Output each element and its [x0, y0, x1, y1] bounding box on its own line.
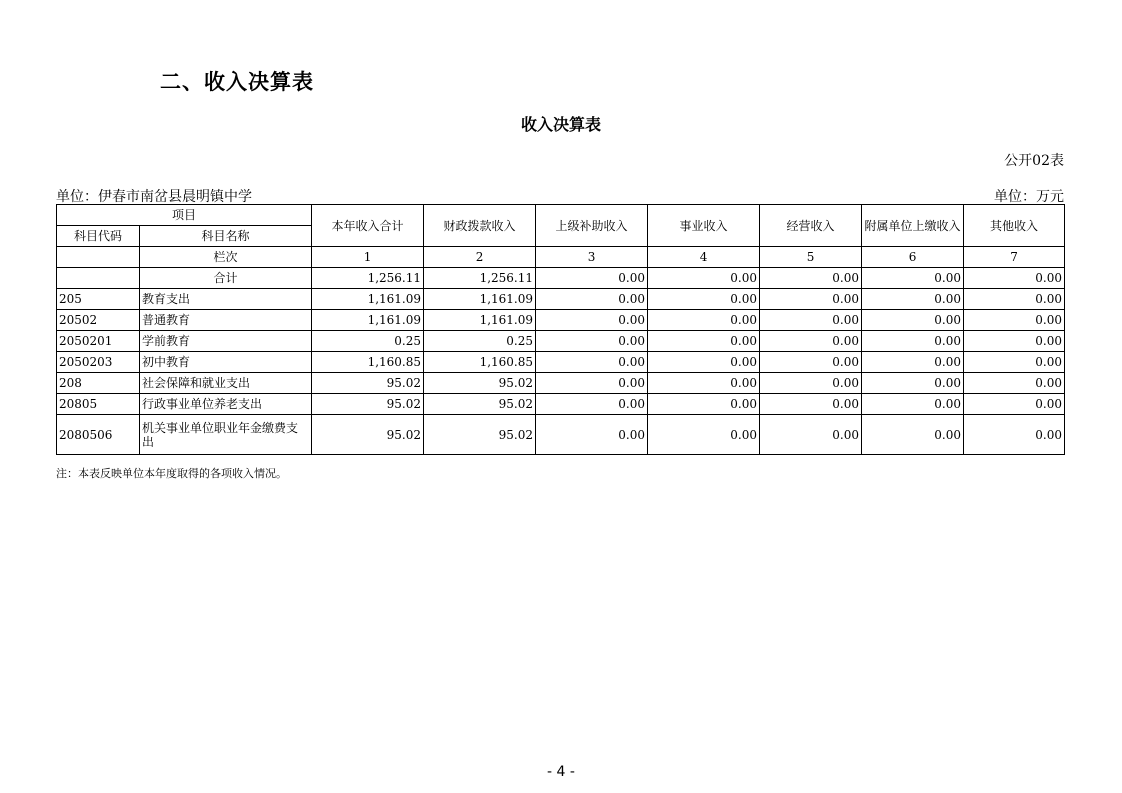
cell-value: 0.00	[964, 415, 1065, 455]
header-item: 项目	[57, 205, 312, 226]
cell-value: 0.00	[648, 310, 760, 331]
cell-value: 0.00	[862, 289, 964, 310]
cell-value: 0.00	[760, 394, 862, 415]
cell-value: 0.00	[862, 373, 964, 394]
total-code-blank	[57, 268, 140, 289]
total-value: 0.00	[964, 268, 1065, 289]
header-col-7: 其他收入	[964, 205, 1065, 247]
subject-code: 2080506	[57, 415, 140, 455]
cell-value: 0.00	[760, 352, 862, 373]
subject-name: 初中教育	[140, 352, 312, 373]
cell-value: 0.00	[964, 352, 1065, 373]
cell-value: 0.00	[964, 289, 1065, 310]
total-value: 1,256.11	[424, 268, 536, 289]
cell-value: 0.00	[536, 394, 648, 415]
header-col-2: 财政拨款收入	[424, 205, 536, 247]
table-row	[57, 331, 1065, 352]
cell-value: 95.02	[424, 394, 536, 415]
table-title: 收入决算表	[520, 115, 601, 134]
subject-name: 学前教育	[140, 331, 312, 352]
subject-code: 208	[57, 373, 140, 394]
cell-value: 0.00	[862, 310, 964, 331]
total-value: 0.00	[760, 268, 862, 289]
income-table	[56, 204, 1065, 455]
cell-value: 0.25	[424, 331, 536, 352]
total-label: 合计	[140, 268, 312, 289]
currency-unit: 单位：万元	[994, 189, 1064, 205]
column-number: 7	[964, 247, 1065, 268]
cell-value: 0.25	[312, 331, 424, 352]
cell-value: 0.00	[760, 373, 862, 394]
subject-name: 教育支出	[140, 289, 312, 310]
table-row	[57, 352, 1065, 373]
header-col-6: 附属单位上缴收入	[862, 205, 964, 247]
header-row-1	[57, 205, 1065, 226]
header-subject-code: 科目代码	[57, 226, 140, 247]
subject-name: 行政事业单位养老支出	[140, 394, 312, 415]
cell-value: 0.00	[760, 415, 862, 455]
total-value: 1,256.11	[312, 268, 424, 289]
column-number: 6	[862, 247, 964, 268]
subject-name: 机关事业单位职业年金缴费支出	[140, 415, 312, 455]
subject-name: 社会保障和就业支出	[140, 373, 312, 394]
cell-value: 0.00	[964, 394, 1065, 415]
total-value: 0.00	[536, 268, 648, 289]
cell-value: 0.00	[760, 331, 862, 352]
cell-value: 1,160.85	[312, 352, 424, 373]
cell-value: 0.00	[648, 331, 760, 352]
total-row	[57, 268, 1065, 289]
section-title: 二、收入决算表	[160, 70, 314, 94]
cell-value: 95.02	[312, 394, 424, 415]
cell-value: 1,161.09	[424, 289, 536, 310]
header-col-5: 经营收入	[760, 205, 862, 247]
cell-value: 1,161.09	[312, 289, 424, 310]
cell-value: 95.02	[424, 373, 536, 394]
cell-value: 95.02	[312, 373, 424, 394]
subject-code: 2050203	[57, 352, 140, 373]
column-index-label: 栏次	[140, 247, 312, 268]
cell-value: 0.00	[536, 289, 648, 310]
table-row	[57, 415, 1065, 455]
column-number: 2	[424, 247, 536, 268]
table-row	[57, 373, 1065, 394]
subject-code: 2050201	[57, 331, 140, 352]
column-number: 1	[312, 247, 424, 268]
cell-value: 0.00	[760, 310, 862, 331]
cell-value: 0.00	[862, 331, 964, 352]
column-number: 3	[536, 247, 648, 268]
cell-value: 0.00	[964, 331, 1065, 352]
cell-value: 0.00	[648, 415, 760, 455]
column-index-blank	[57, 247, 140, 268]
column-number: 5	[760, 247, 862, 268]
subject-code: 20805	[57, 394, 140, 415]
cell-value: 0.00	[760, 289, 862, 310]
header-col-4: 事业收入	[648, 205, 760, 247]
cell-value: 0.00	[862, 352, 964, 373]
form-code: 公开02表	[1004, 153, 1064, 169]
cell-value: 0.00	[648, 352, 760, 373]
cell-value: 0.00	[536, 352, 648, 373]
cell-value: 1,161.09	[424, 310, 536, 331]
column-index-row	[57, 247, 1065, 268]
cell-value: 1,160.85	[424, 352, 536, 373]
subject-code: 20502	[57, 310, 140, 331]
cell-value: 0.00	[964, 310, 1065, 331]
cell-value: 0.00	[536, 310, 648, 331]
cell-value: 0.00	[648, 394, 760, 415]
cell-value: 0.00	[964, 373, 1065, 394]
header-col-3: 上级补助收入	[536, 205, 648, 247]
cell-value: 1,161.09	[312, 310, 424, 331]
header-col-1: 本年收入合计	[312, 205, 424, 247]
cell-value: 0.00	[862, 415, 964, 455]
page-number: - 4 -	[547, 764, 575, 780]
table-row	[57, 394, 1065, 415]
cell-value: 0.00	[536, 373, 648, 394]
column-number: 4	[648, 247, 760, 268]
table-row	[57, 289, 1065, 310]
table-row	[57, 310, 1065, 331]
header-subject-name: 科目名称	[140, 226, 312, 247]
total-value: 0.00	[862, 268, 964, 289]
subject-name: 普通教育	[140, 310, 312, 331]
cell-value: 0.00	[536, 331, 648, 352]
cell-value: 95.02	[424, 415, 536, 455]
reporting-unit: 单位：伊春市南岔县晨明镇中学	[56, 189, 252, 205]
cell-value: 0.00	[862, 394, 964, 415]
subject-code: 205	[57, 289, 140, 310]
cell-value: 0.00	[648, 289, 760, 310]
cell-value: 95.02	[312, 415, 424, 455]
total-value: 0.00	[648, 268, 760, 289]
cell-value: 0.00	[648, 373, 760, 394]
cell-value: 0.00	[536, 415, 648, 455]
table-note: 注：本表反映单位本年度取得的各项收入情况。	[56, 467, 287, 480]
